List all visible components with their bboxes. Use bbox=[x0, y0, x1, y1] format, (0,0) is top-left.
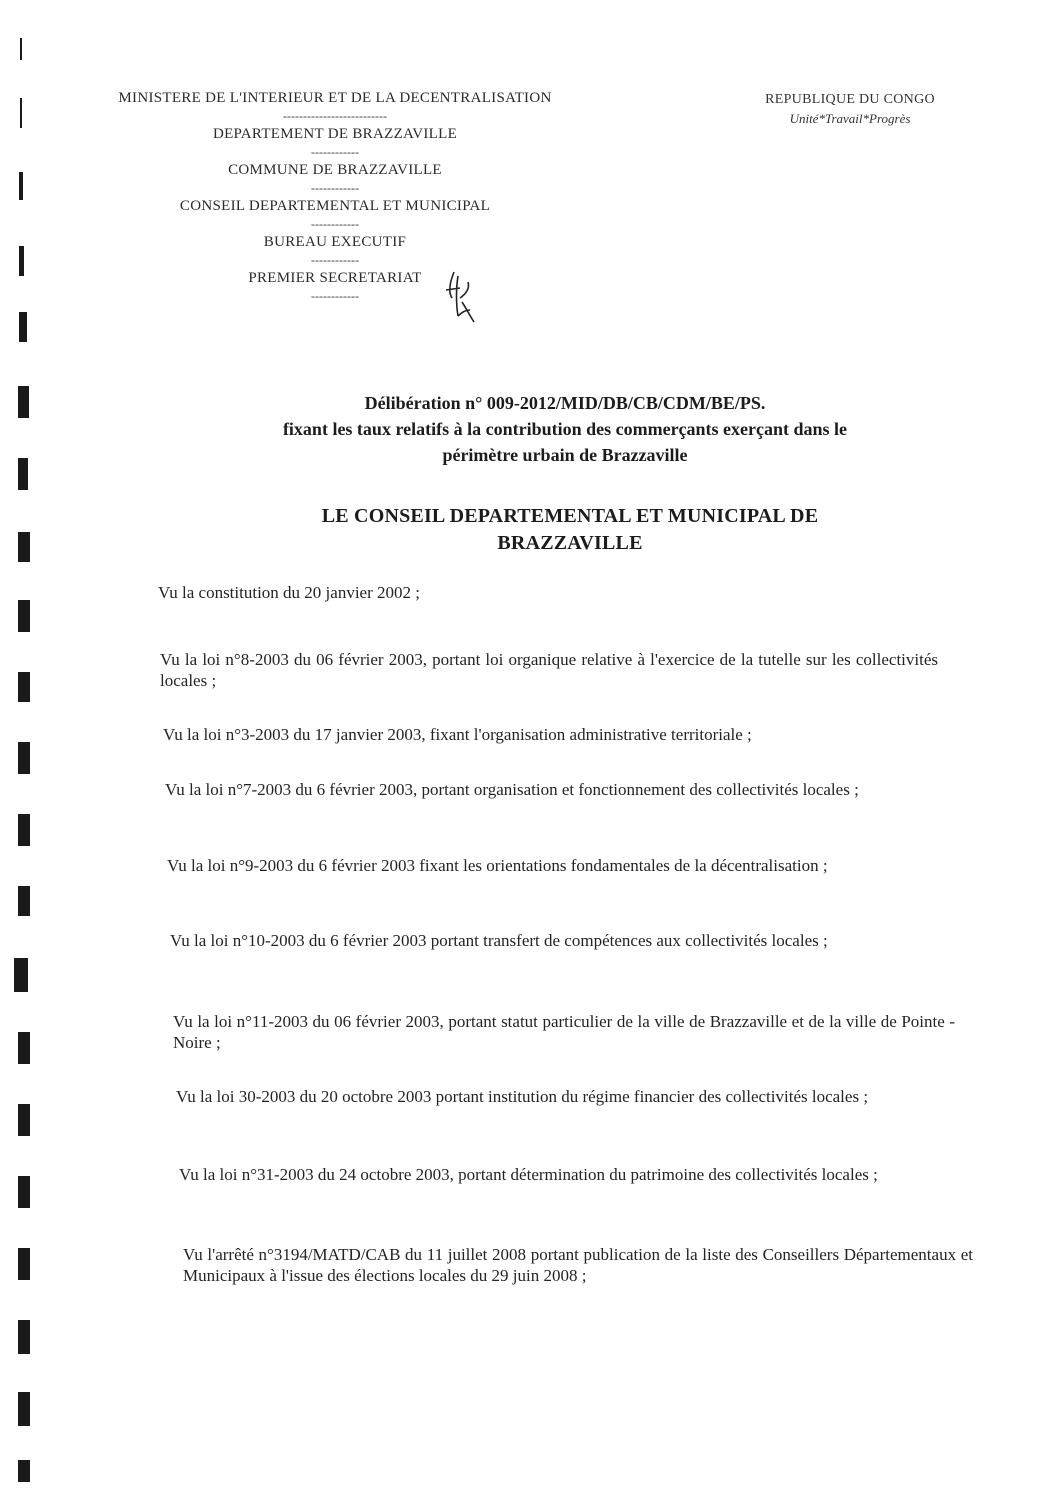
header-separator: -------------------------- bbox=[283, 109, 387, 123]
deliberation-subject-line-2: périmètre urbain de Brazzaville bbox=[442, 445, 688, 465]
council-heading-line-2: BRAZZAVILLE bbox=[497, 532, 643, 554]
consideration-paragraph: Vu la loi n°31-2003 du 24 octobre 2003, portant détermination du patrimoine des collectivités locales ; bbox=[179, 1165, 878, 1184]
republic-header bbox=[720, 90, 980, 128]
consideration-paragraph: Vu la loi n°8-2003 du 06 février 2003, portant loi organique relative à l'exercice de la tutelle sur les collectivités locales ; bbox=[160, 650, 938, 690]
consideration-paragraph: Vu la loi n°11-2003 du 06 février 2003, portant statut particulier de la ville de Brazzaville et de la ville de Pointe -Noire ; bbox=[173, 1012, 955, 1052]
republic-name: REPUBLIQUE DU CONGO bbox=[765, 92, 935, 107]
consideration-paragraph: Vu la loi n°7-2003 du 6 février 2003, portant organisation et fonctionnement des collectivités locales ; bbox=[165, 780, 859, 799]
department-name: DEPARTEMENT DE BRAZZAVILLE bbox=[212, 126, 458, 142]
consideration-paragraph: Vu la loi n°10-2003 du 6 février 2003 portant transfert de compétences aux collectivités locales ; bbox=[170, 931, 828, 950]
consideration-paragraph: Vu la loi 30-2003 du 20 octobre 2003 portant institution du régime financier des collectivités locales ; bbox=[176, 1087, 869, 1106]
council-heading-line-1: LE CONSEIL DEPARTEMENTAL ET MUNICIPAL DE bbox=[321, 505, 819, 527]
administrative-header bbox=[60, 88, 610, 304]
council-name: CONSEIL DEPARTEMENTAL ET MUNICIPAL bbox=[179, 198, 491, 214]
deliberation-subject-line-1: fixant les taux relatifs à la contribution des commerçants exerçant dans le bbox=[282, 419, 848, 439]
commune-name: COMMUNE DE BRAZZAVILLE bbox=[228, 162, 442, 178]
header-separator: ------------ bbox=[311, 253, 359, 267]
header-separator: ------------ bbox=[311, 217, 359, 231]
consideration-paragraph: Vu la constitution du 20 janvier 2002 ; bbox=[158, 583, 420, 602]
consideration-paragraph: Vu la loi n°9-2003 du 6 février 2003 fixant les orientations fondamentales de la décentralisation ; bbox=[167, 856, 828, 875]
consideration-paragraph: Vu l'arrêté n°3194/MATD/CAB du 11 juillet 2008 portant publication de la liste des Conseillers Départementaux et Municipaux à l'issue des élections locales du 29 juin 2008 ; bbox=[183, 1245, 973, 1285]
header-separator: ------------ bbox=[311, 289, 359, 303]
ministry-name: MINISTERE DE L'INTERIEUR ET DE LA DECENTRALISATION bbox=[118, 90, 552, 106]
bureau-name: BUREAU EXECUTIF bbox=[263, 234, 407, 250]
secretariat-name: PREMIER SECRETARIAT bbox=[248, 270, 422, 286]
national-motto: Unité*Travail*Progrès bbox=[789, 111, 911, 126]
scan-binding-marks bbox=[0, 0, 60, 1497]
deliberation-number: Délibération n° 009-2012/MID/DB/CB/CDM/BE/PS. bbox=[364, 393, 766, 413]
council-heading bbox=[150, 503, 990, 557]
header-separator: ------------ bbox=[311, 145, 359, 159]
handwritten-initials bbox=[440, 268, 480, 330]
deliberation-title bbox=[150, 390, 980, 468]
consideration-paragraph: Vu la loi n°3-2003 du 17 janvier 2003, fixant l'organisation administrative territoriale ; bbox=[163, 725, 752, 744]
header-separator: ------------ bbox=[311, 181, 359, 195]
